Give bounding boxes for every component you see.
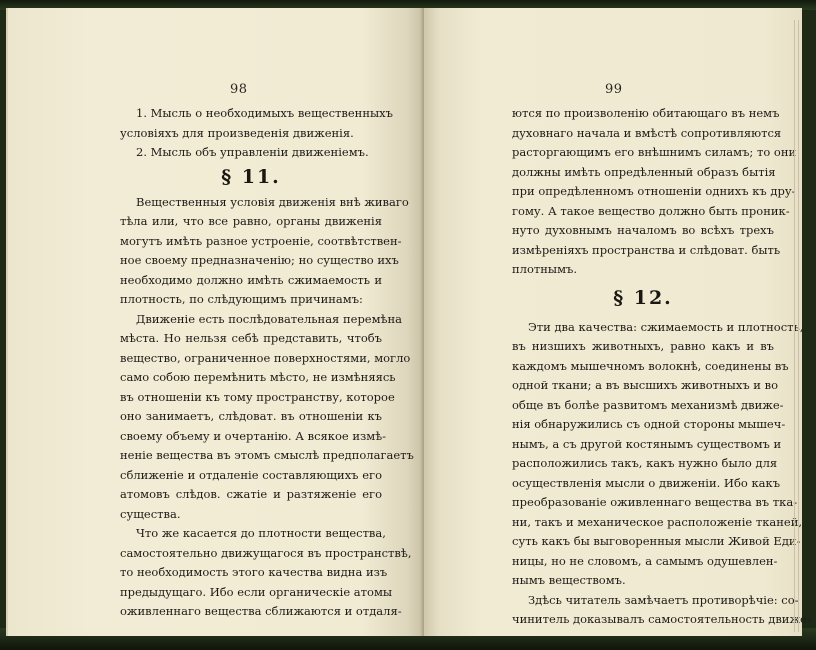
text-line: ются по произволенію обитающаго въ немъ — [512, 106, 780, 120]
book-spread — [6, 8, 811, 636]
text-line: одной ткани; а въ высшихъ животныхъ и во — [512, 378, 779, 392]
text-line: 1. Мысль о необходимыхъ вещественныхъ — [136, 106, 393, 120]
text-line: оно занимаетъ, слѣдоват. въ отношеніи къ — [120, 409, 382, 423]
left-page — [6, 8, 424, 636]
text-line: само собою перемѣнить мѣсто, не измѣняясь — [120, 370, 396, 384]
text-line: расположились такъ, какъ нужно было для — [512, 456, 778, 470]
page-edge — [798, 20, 799, 632]
text-line: Вещественныя условія движенія внѣ живаго — [136, 194, 409, 209]
text-line: неніе вещества въ этомъ смыслѣ предполагаетъ — [120, 448, 414, 462]
right-page-text — [512, 104, 811, 630]
section-heading: § 11. — [221, 165, 281, 188]
text-line: тѣла или, что все равно, органы движенія — [120, 214, 382, 228]
text-line: самостоятельно движущагося въ пространствѣ, — [120, 545, 412, 560]
text-line: обще въ болѣе развитомъ механизмѣ движе- — [512, 397, 784, 412]
text-line: условіяхъ для произведенія движенія. — [120, 125, 354, 140]
text-line: ное своему предназначенію; но существо ихъ — [120, 253, 399, 267]
text-line: плотнымъ. — [512, 262, 577, 276]
text-line: преобразованіе оживленнаго вещества въ тка- — [512, 495, 798, 509]
text-line: атомовъ слѣдов. сжатіе и разтяженіе его — [120, 487, 382, 501]
text-line: могутъ имѣть разное устроеніе, соотвѣтствен- — [120, 233, 402, 248]
text-line: мѣста. Но нельзя себѣ представить, чтобъ — [120, 331, 382, 345]
text-line: нымъ веществомъ. — [512, 573, 626, 587]
text-line: своему объему и очертанію. А всякое измѣ- — [120, 428, 387, 443]
left-page-number: 98 — [230, 82, 248, 97]
text-line: существа. — [120, 506, 181, 521]
text-line: въ низшихъ животныхъ, равно какъ и въ — [512, 339, 774, 353]
right-page — [424, 8, 811, 636]
text-line: чинитель доказывалъ самостоятельность движе- — [512, 612, 811, 626]
text-line: при опредѣленномъ отношеніи однихъ къ дру- — [512, 184, 796, 198]
text-line: ни, такъ и механическое расположеніе тканей, — [512, 514, 803, 529]
text-line: каждомъ мышечномъ волокнѣ, соединены въ — [512, 358, 789, 373]
text-line: оживленнаго вещества сближаются и отдаля- — [120, 604, 402, 618]
text-line: Что же касается до плотности вещества, — [136, 526, 386, 540]
page-edge — [794, 20, 795, 632]
text-line: Здѣсь читатель замѣчаетъ противорѣчіе: со- — [528, 592, 799, 607]
text-line: нуто духовнымъ началомъ во всѣхъ трехъ — [512, 223, 774, 237]
left-page-text — [120, 104, 414, 622]
text-line: Эти два качества: сжимаемость и плотность, — [528, 319, 804, 334]
text-line: въ отношеніи къ тому пространству, которое — [120, 389, 395, 404]
text-line: нія обнаружились съ одной стороны мышеч- — [512, 417, 786, 431]
text-line: расторгающимъ его внѣшнимъ силамъ; то они — [512, 145, 797, 159]
right-page-number: 99 — [605, 82, 623, 97]
text-line: предыдущаго. Ибо если органическіе атомы — [120, 584, 393, 599]
text-line: Движеніе есть послѣдовательная перемѣна — [136, 311, 403, 326]
text-line: 2. Мысль объ управленіи движеніемъ. — [136, 145, 369, 159]
text-line: то необходимость этого качества видна изъ — [120, 565, 388, 579]
text-line: осуществленія мысли о движеніи. Ибо какъ — [512, 475, 781, 490]
text-line: необходимо должно имѣть сжимаемость и — [120, 272, 382, 287]
text-line: суть какъ бы выговоренныя мысли Живой Еди- — [512, 534, 801, 548]
text-line: ницы, но не словомъ, а самымъ одушевлен- — [512, 553, 778, 568]
text-line: сближеніе и отдаленіе составляющихъ его — [120, 467, 382, 482]
text-line: вещество, ограниченное поверхностями, могло — [120, 350, 411, 365]
text-line: нымъ, а съ другой костянымъ существомъ и — [512, 436, 782, 451]
text-line: измѣреніяхъ пространства и слѣдоват. быть — [512, 242, 781, 257]
text-line: должны имѣть опредѣленный образъ бытія — [512, 164, 776, 179]
section-heading: § 12. — [613, 286, 673, 309]
text-line: гому. А такое вещество должно быть проник- — [512, 203, 790, 218]
text-line: плотность, по слѣдующимъ причинамъ: — [120, 292, 363, 306]
text-line: духовнаго начала и вмѣстѣ сопротивляются — [512, 125, 782, 140]
